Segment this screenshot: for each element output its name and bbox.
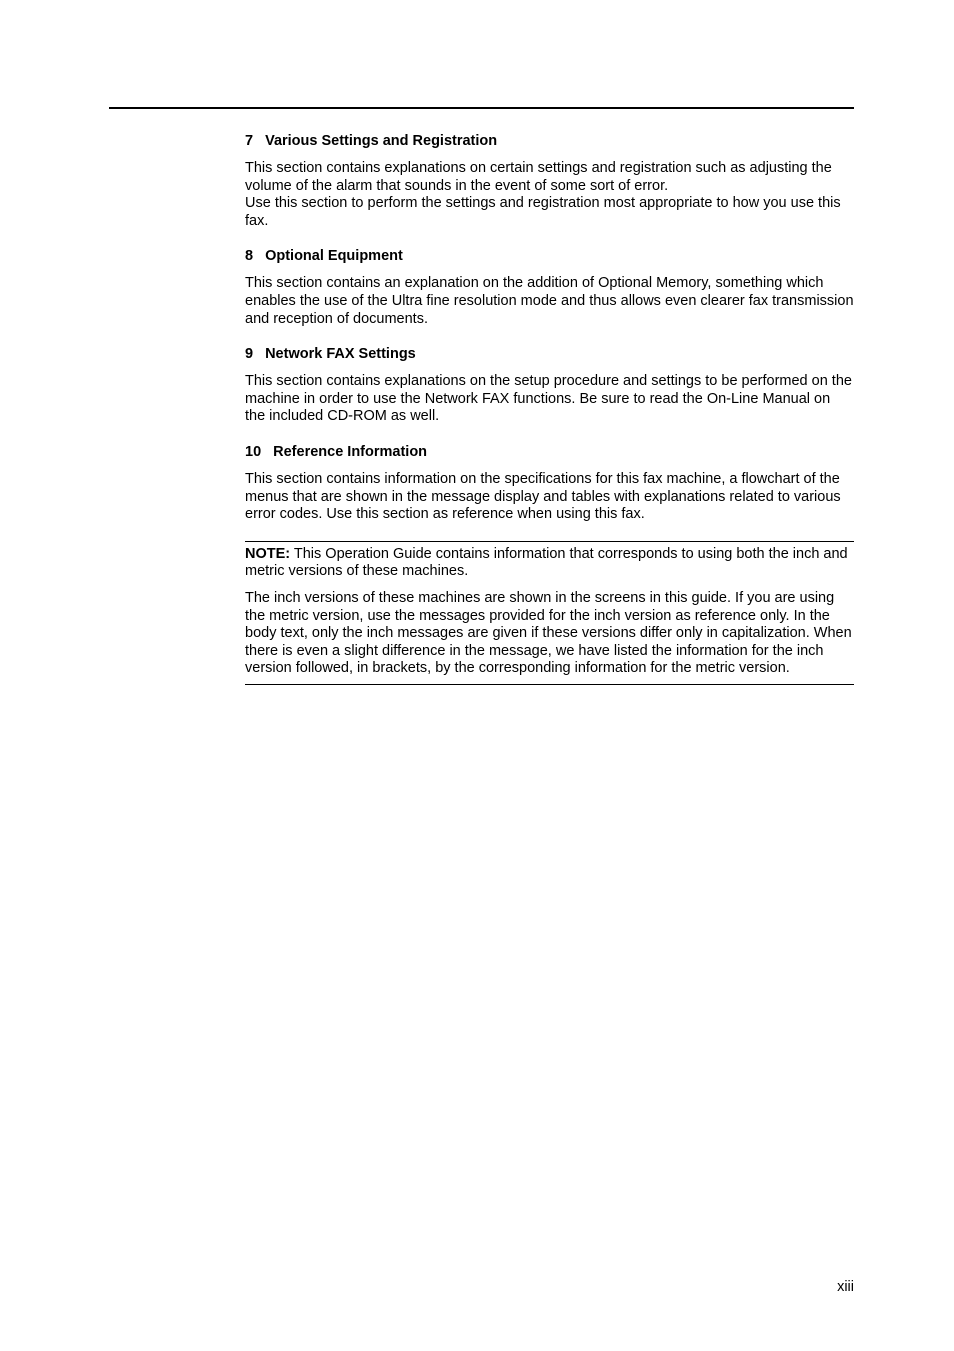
section-heading bbox=[245, 132, 854, 150]
section-paragraph: This section contains information on the specifications for this fax machine, a flowchart of the menus that are shown in the message display and tables with explanations related to various error codes. Use this section as reference when using this fax. bbox=[245, 470, 841, 523]
section-number: 8 bbox=[245, 248, 254, 265]
section-heading bbox=[245, 247, 854, 265]
section-heading bbox=[245, 443, 854, 461]
section-paragraph: This section contains explanations on the setup procedure and settings to be performed on the machine in order to use the Network FAX functions. Be sure to read the On-Line Manual on the included CD-ROM as well. bbox=[245, 373, 852, 425]
section-title: Optional Equipment bbox=[265, 248, 403, 265]
section-heading bbox=[245, 345, 854, 363]
section-number: 10 bbox=[245, 443, 262, 460]
note-text: This Operation Guide contains information that corresponds to using both the inch and metric versions of these machines. bbox=[245, 545, 848, 580]
section-paragraph: This section contains explanations on certain settings and registration such as adjusting the volume of the alarm that sounds in the event of some sort of error. bbox=[245, 160, 832, 194]
main-content bbox=[245, 132, 854, 685]
note-paragraph-2: The inch versions of these machines are shown in the screens in this guide. If you are using the metric version, use the messages provided for the inch version as reference only. In the body text, only the inch messages are given if these versions differ only in capitalization. When there is even a slight difference in the message, we have listed the information for the inch version followed, in brackets, by the corresponding information for the metric version. bbox=[245, 589, 852, 677]
section-title: Reference Information bbox=[273, 443, 428, 460]
page-number: xiii bbox=[837, 1279, 854, 1295]
note-box bbox=[245, 541, 854, 685]
section-number: 7 bbox=[245, 133, 254, 149]
section-title: Various Settings and Registration bbox=[265, 133, 498, 149]
note-paragraph bbox=[245, 546, 854, 581]
section-10 bbox=[245, 443, 854, 524]
section-9 bbox=[245, 345, 854, 426]
note-label: NOTE: bbox=[245, 545, 291, 562]
section-number: 9 bbox=[245, 346, 254, 363]
section-title: Network FAX Settings bbox=[265, 346, 416, 363]
section-paragraph: This section contains an explanation on the addition of Optional Memory, something which enables the use of the Ultra fine resolution mode and thus allows even clearer fax transmission and reception of documents. bbox=[245, 275, 854, 327]
section-7 bbox=[245, 132, 854, 230]
section-paragraph: Use this section to perform the settings and registration most appropriate to how you use this fax. bbox=[245, 195, 841, 229]
section-8 bbox=[245, 247, 854, 328]
header-rule bbox=[109, 107, 854, 109]
